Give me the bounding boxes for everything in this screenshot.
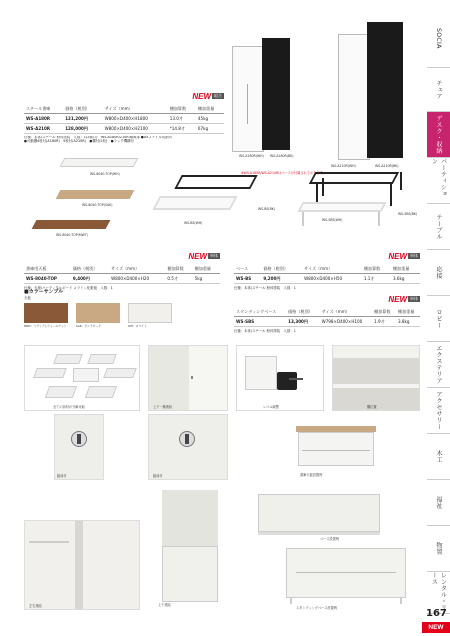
tab-socia[interactable]: SOCIA xyxy=(427,10,450,68)
product-code: WS-A180R xyxy=(24,114,63,124)
photo-top-bottom xyxy=(148,490,228,610)
product-size: W800×D400×H50 xyxy=(302,274,362,284)
color-sample-subtitle: 天板 xyxy=(24,296,31,300)
new-badge: NEW xyxy=(388,295,407,304)
swatch-wh xyxy=(128,303,172,328)
new-tag: 単体 xyxy=(410,253,418,258)
cabinet-white-a180 xyxy=(232,46,264,152)
caption: 全ての部材が分解可能 xyxy=(53,405,85,409)
new-badge: NEW xyxy=(388,252,407,261)
new-tag: 単体 xyxy=(210,253,218,258)
photo-wood-top xyxy=(292,420,380,482)
tab-chair[interactable]: チェア xyxy=(427,68,450,112)
photo-lock-2 xyxy=(148,414,228,480)
color-sample-title: ■カラーサンプル xyxy=(24,289,64,295)
product-weight: 5kg xyxy=(193,274,220,284)
swatch-mwt xyxy=(24,303,68,328)
spec-notes: 仕様：本体/スチール 粉体塗装 入数：1 xyxy=(234,286,296,290)
product-count: 13.0才 xyxy=(168,114,196,124)
new-tag: 組合 xyxy=(214,93,222,98)
tab-welfare[interactable]: 福祉 xyxy=(427,480,450,526)
col-header: サイズ（mm） xyxy=(109,264,165,274)
photo-leveler xyxy=(236,345,324,411)
base-wh xyxy=(152,196,237,210)
product-price: 13,300円 xyxy=(286,317,320,327)
swatch-label: SAK：サンドオーク xyxy=(76,323,101,328)
category-tab-strip xyxy=(427,10,450,620)
col-header: 書庫用天板 xyxy=(24,264,71,274)
swatch-sak xyxy=(76,303,120,328)
caption: 左右連結 xyxy=(29,604,42,608)
photo-shelf-detail xyxy=(332,345,420,411)
tab-lobby[interactable]: ロビー xyxy=(427,296,450,342)
label-top-mwt: WS-8040-TOP(MWT) xyxy=(56,233,89,237)
label-a210-wh: WS-A210R(WH) xyxy=(331,164,356,168)
product-price: 9,200円 xyxy=(261,274,302,284)
col-header: 棚加重量 xyxy=(391,264,420,274)
product-weight: 45kg xyxy=(196,114,224,124)
label-bs-bk: WS-BS(BK) xyxy=(258,207,276,211)
col-header: 棚加算数 xyxy=(165,264,192,274)
cabinet-photo-area xyxy=(225,14,420,174)
product-weight: 3.6kg xyxy=(391,274,420,284)
col-header: スタンディングベース xyxy=(234,307,286,317)
cabinet-seam xyxy=(247,84,248,124)
caption: 錠前付 xyxy=(153,474,163,478)
photo-base-example xyxy=(254,492,384,542)
caption: 書庫天板設置例 xyxy=(300,473,323,477)
caption: 棚位置 xyxy=(367,405,377,409)
label-bs-wh: WS-BS(WH) xyxy=(184,221,203,225)
col-header: サイズ（mm） xyxy=(302,264,362,274)
stand-base-wh xyxy=(290,200,400,230)
swatch-color xyxy=(76,303,120,323)
col-header: 価格（税別） xyxy=(286,307,320,317)
spec-table-top xyxy=(24,264,220,284)
table-row xyxy=(234,274,420,284)
tab-woodwork[interactable]: 木工 xyxy=(427,434,450,480)
product-count: 1.1才 xyxy=(362,274,391,284)
page-number: 167 xyxy=(426,608,447,619)
photo-parts xyxy=(24,345,140,411)
product-count: 0.5才 xyxy=(165,274,192,284)
label-sbs-bk: WS-SBS(BK) xyxy=(398,212,418,216)
label-a180-wh: WS-A180R(WH) xyxy=(239,154,264,158)
spec-table-base xyxy=(234,264,420,284)
spec-block-base xyxy=(234,244,420,291)
product-code: WS-8040-TOP xyxy=(24,274,71,284)
tab-accessory[interactable]: アクセサリー xyxy=(427,388,450,434)
swatch-color xyxy=(128,303,172,323)
col-header: 価格（税別） xyxy=(63,104,102,114)
product-size: W800×D400×H1800 xyxy=(103,114,168,124)
base-bk xyxy=(174,175,257,189)
col-header: スチール書庫 xyxy=(24,104,63,114)
caption: スタンディングベース設置例 xyxy=(296,606,337,610)
product-code: WS-A210R xyxy=(24,124,63,134)
cabinet-black-a210 xyxy=(367,22,403,158)
spec-block-cabinets xyxy=(24,84,224,144)
table-row xyxy=(24,274,220,284)
caption: 上下連結 xyxy=(158,603,171,607)
label-top-wh: WS-8040-TOP(WH) xyxy=(90,172,120,176)
caption: ベース設置例 xyxy=(320,537,339,541)
label-top-sak: WS-8040-TOP(SAK) xyxy=(82,203,113,207)
cabinet-white-a210 xyxy=(338,34,370,160)
col-header: 棚加算数 xyxy=(372,307,396,317)
table-row xyxy=(234,317,420,327)
product-size: W800×D400×H2100 xyxy=(103,124,168,134)
col-header: 棚加重量 xyxy=(196,104,224,114)
swatch-color xyxy=(24,303,68,323)
label-a210-bk: WS-A210R(BK) xyxy=(375,164,399,168)
spec-notes: 仕様：天板/パーティクルボード メラミン化粧板 入数：1 xyxy=(24,286,113,290)
top-board-mwt xyxy=(32,220,111,229)
caption: レベル調整 xyxy=(263,405,279,409)
col-header: 棚加重量 xyxy=(396,307,420,317)
col-header: サイズ（mm） xyxy=(320,307,372,317)
top-board-sak xyxy=(56,190,135,199)
col-header: 棚加重量 xyxy=(193,264,220,274)
product-price: 128,000円 xyxy=(63,124,102,134)
table-row xyxy=(24,124,224,134)
product-code: WS-SBS xyxy=(234,317,286,327)
label-a180-bk: WS-A180R(BK) xyxy=(270,154,294,158)
swatch-label: MWT：ミディアムウォールナット xyxy=(24,323,67,328)
col-header: ベース xyxy=(234,264,261,274)
tab-partition[interactable]: パーティション xyxy=(427,158,450,204)
product-weight: 3.8kg xyxy=(396,317,420,327)
product-price: 9,400円 xyxy=(71,274,109,284)
base-note: ※WS-A180R/WS-A210Rはベースが付属されております。 xyxy=(241,171,326,175)
tab-desk-storage[interactable]: デスク・収納 xyxy=(427,112,450,158)
col-header: サイズ（mm） xyxy=(103,104,168,114)
product-price: 121,200円 xyxy=(63,114,102,124)
photo-shelf-adj xyxy=(148,345,228,411)
spec-table-cabinets xyxy=(24,104,224,134)
spec-block-stand xyxy=(234,287,420,334)
new-badge: NEW xyxy=(188,252,207,261)
product-size: W800×D400×H20 xyxy=(109,274,165,284)
col-header: 価格（税別） xyxy=(71,264,109,274)
photo-left-door xyxy=(24,520,140,610)
spec-notes: 仕様：本体/スチール 粉体塗装 入数：1 xyxy=(234,329,296,333)
product-count: *14.8才 xyxy=(168,124,196,134)
table-row xyxy=(24,114,224,124)
photo-lock-1 xyxy=(54,414,104,480)
product-size: W798×D400×H100 xyxy=(320,317,372,327)
top-board-wh xyxy=(60,158,139,167)
product-code: WS-BS xyxy=(234,274,261,284)
swatch-label: WH：ホワイト xyxy=(128,323,147,328)
col-header: 価格（税別） xyxy=(261,264,302,274)
color-sample-section xyxy=(24,288,220,328)
spec-table-stand xyxy=(234,307,420,327)
product-count: 1.9才 xyxy=(372,317,396,327)
caption: 上下一棟連結 xyxy=(153,405,173,409)
photo-standing xyxy=(236,548,420,612)
new-badge: NEW xyxy=(192,92,211,101)
footer-new-badge: NEW xyxy=(422,622,450,633)
tab-reception[interactable]: 応接 xyxy=(427,250,450,296)
cabinet-black-a180 xyxy=(262,38,290,150)
spec-notes: 仕様：本体/スチール 粉体塗装 入数：1(2個口) WS-A180R/210R:剛間扉 ●A4ファイル収納可 ●可動棚4枚付(A180R) 5枚付(A210R) ●棚付(2枚) ●ラック機構付 xyxy=(24,136,173,143)
product-weight: 67kg xyxy=(196,124,224,134)
new-tag: 単体 xyxy=(410,296,418,301)
col-header: 棚加算数 xyxy=(168,104,196,114)
tab-rental-lease[interactable]: レンタル・リース xyxy=(427,572,450,614)
caption: 錠前付 xyxy=(57,474,67,478)
col-header: 棚加算数 xyxy=(362,264,391,274)
tab-table[interactable]: テーブル xyxy=(427,204,450,250)
label-sbs-wh: WS-SBS(WH) xyxy=(322,218,343,222)
spec-block-top xyxy=(24,244,220,291)
tab-exterior[interactable]: エクステリア xyxy=(427,342,450,388)
tab-storage-shed[interactable]: 物置 xyxy=(427,526,450,572)
